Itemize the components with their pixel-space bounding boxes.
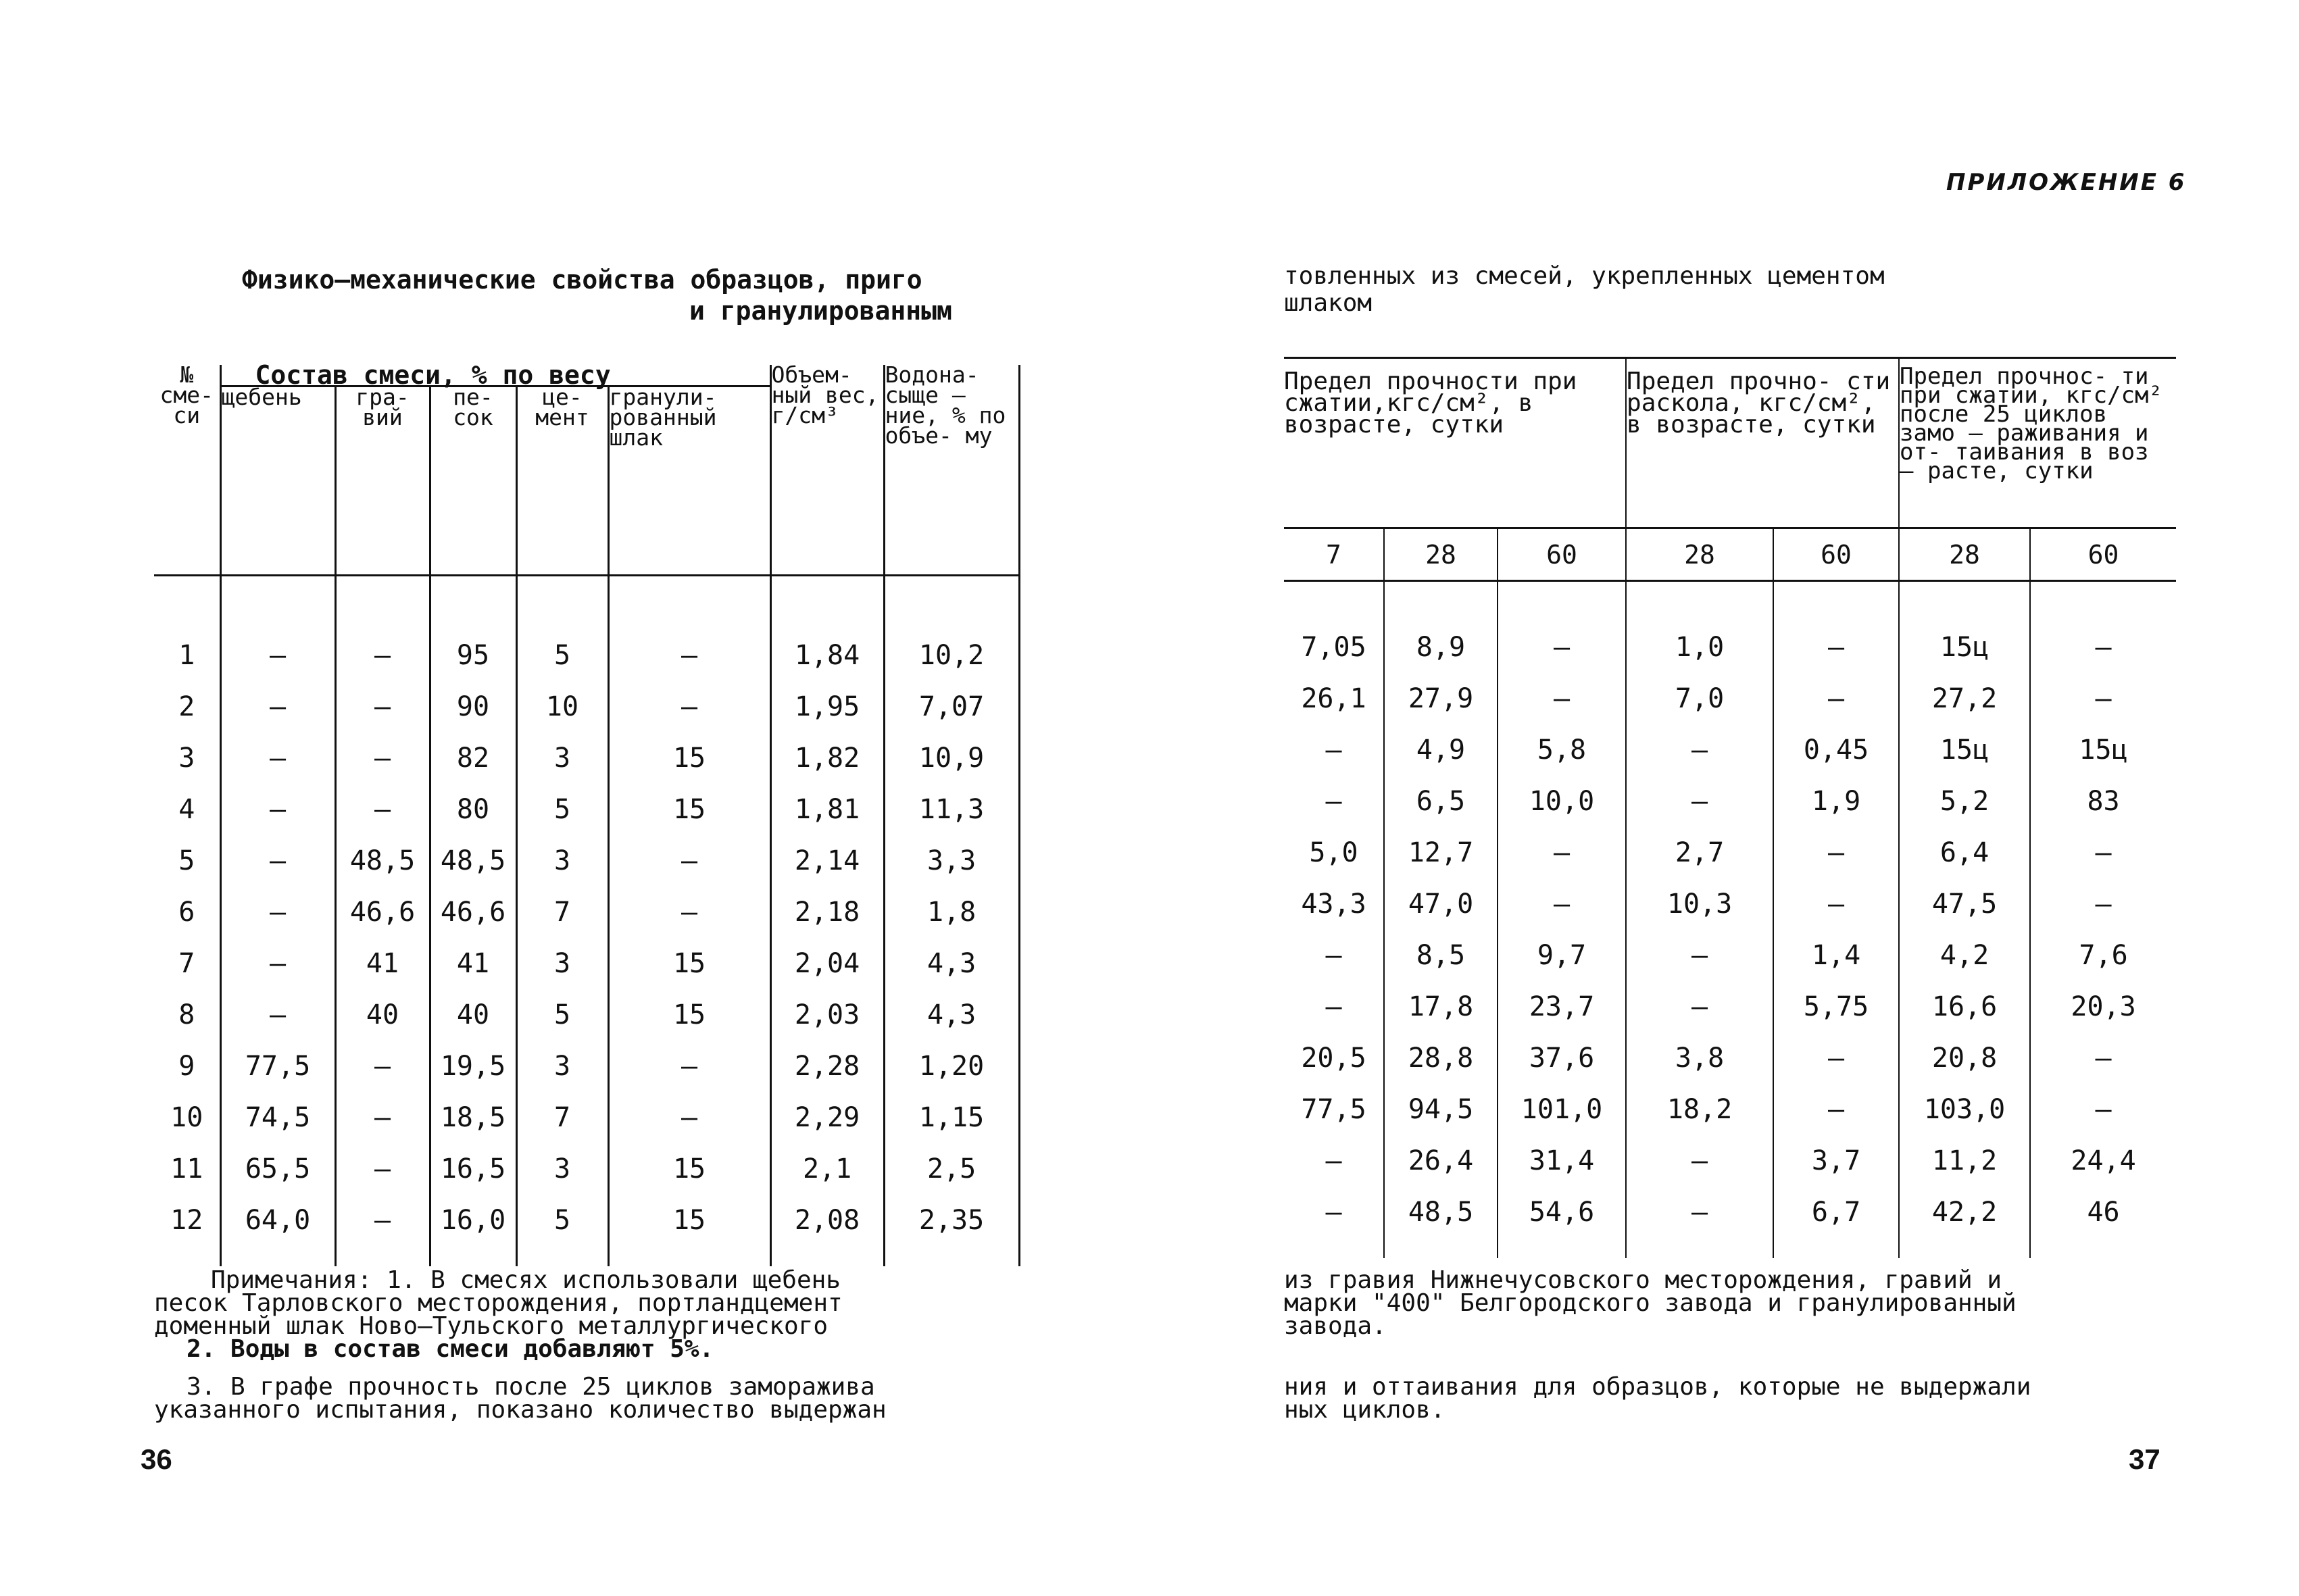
header-compression: Предел прочности при сжатии,кгс/см², в возрасте, сутки xyxy=(1284,358,1626,528)
table-cell: 7 xyxy=(516,1092,608,1143)
table-row xyxy=(154,681,1019,732)
table-cell: 1,81 xyxy=(770,784,884,835)
table-cell: 20,8 xyxy=(1899,1032,2030,1084)
table-cell: 77,5 xyxy=(220,1041,335,1092)
table-cell: – xyxy=(1498,878,1626,930)
table-row xyxy=(1284,776,2176,827)
table-cell: 2,29 xyxy=(770,1092,884,1143)
table-row xyxy=(154,835,1019,887)
table-cell: 20,3 xyxy=(2030,981,2176,1032)
table-cell: 16,5 xyxy=(430,1143,516,1195)
subheader-age: 28 xyxy=(1384,528,1498,581)
table-cell: – xyxy=(2030,827,2176,878)
table-row xyxy=(154,784,1019,835)
table-cell: 5,8 xyxy=(1498,724,1626,776)
table-cell: – xyxy=(608,887,770,938)
table-row xyxy=(1284,622,2176,673)
table-cell: – xyxy=(1325,1196,1342,1228)
table-cell: 2 xyxy=(178,691,195,722)
table-cell: – xyxy=(608,630,770,681)
table-cell: 3,7 xyxy=(1773,1135,1899,1187)
table-cell: – xyxy=(1626,981,1773,1032)
table-cell: 7,05 xyxy=(1301,631,1366,663)
title-right-line1: товленных из смесей, укрепленных цементом xyxy=(1284,262,1885,290)
table-cell: – xyxy=(1626,930,1773,981)
table-cell: – xyxy=(2030,878,2176,930)
table-cell: – xyxy=(608,1092,770,1143)
table-cell: 24,4 xyxy=(2030,1135,2176,1187)
table-cell: – xyxy=(1325,939,1342,971)
table-cell: 1,0 xyxy=(1626,622,1773,673)
header-cement: це- мент xyxy=(516,386,608,576)
note-left-line: указанного испытания, показано количество выдержан xyxy=(154,1396,887,1424)
table-cell: – xyxy=(335,681,430,732)
table-cell: 1,9 xyxy=(1773,776,1899,827)
table-cell: – xyxy=(608,681,770,732)
table-cell: 6,5 xyxy=(1384,776,1498,827)
note-right-line: ния и оттаивания для образцов, которые не выдержали xyxy=(1284,1373,2031,1401)
table-cell: – xyxy=(335,630,430,681)
table-cell: 3,3 xyxy=(884,835,1019,887)
table-cell: 2,14 xyxy=(770,835,884,887)
subheader-age: 7 xyxy=(1284,528,1384,581)
table-cell: 2,5 xyxy=(884,1143,1019,1195)
table-cell: 27,2 xyxy=(1899,673,2030,724)
table-cell: 27,9 xyxy=(1384,673,1498,724)
table-row xyxy=(154,1092,1019,1143)
table-cell: 15ц xyxy=(1899,724,2030,776)
table-cell: 10,2 xyxy=(884,630,1019,681)
table-cell: 2,04 xyxy=(770,938,884,989)
table-cell: 90 xyxy=(430,681,516,732)
table-cell: 18,2 xyxy=(1626,1084,1773,1135)
table-cell: 1,4 xyxy=(1773,930,1899,981)
table-cell: 7,0 xyxy=(1626,673,1773,724)
table-cell: – xyxy=(220,887,335,938)
table-cell: – xyxy=(335,1195,430,1266)
header-slag: гранули- рованный шлак xyxy=(608,386,770,576)
table-row xyxy=(154,887,1019,938)
table-cell: – xyxy=(1325,785,1342,817)
subheader-age: 60 xyxy=(2030,528,2176,581)
table-cell: 7 xyxy=(516,887,608,938)
table-cell: – xyxy=(1325,1145,1342,1176)
table-cell: 20,5 xyxy=(1301,1042,1366,1074)
table-cell: 101,0 xyxy=(1498,1084,1626,1135)
table-cell: 5,75 xyxy=(1773,981,1899,1032)
table-cell: 8,9 xyxy=(1384,622,1498,673)
table-cell: 9 xyxy=(178,1050,195,1082)
table-cell: 82 xyxy=(430,732,516,784)
table-cell: 5 xyxy=(516,1195,608,1266)
table-cell: 1,15 xyxy=(884,1092,1019,1143)
table-cell: – xyxy=(1498,827,1626,878)
table-cell: 7 xyxy=(178,947,195,979)
appendix-label: ПРИЛОЖЕНИЕ 6 xyxy=(1946,169,2187,196)
table-cell: 2,18 xyxy=(770,887,884,938)
notes-right xyxy=(1284,1266,2031,1424)
table-cell: 2,03 xyxy=(770,989,884,1041)
table-cell: 37,6 xyxy=(1498,1032,1626,1084)
table-cell: – xyxy=(1498,673,1626,724)
table-row xyxy=(1284,1084,2176,1135)
table-cell: 46 xyxy=(2030,1187,2176,1258)
table-cell: – xyxy=(335,732,430,784)
table-cell: 1,8 xyxy=(884,887,1019,938)
table-cell: 5 xyxy=(516,630,608,681)
table-cell: 64,0 xyxy=(220,1195,335,1266)
table-cell: 83 xyxy=(2030,776,2176,827)
table-cell: 15 xyxy=(608,1143,770,1195)
table-cell: – xyxy=(1325,991,1342,1022)
table-cell: 41 xyxy=(335,938,430,989)
table-row xyxy=(1284,1032,2176,1084)
page-number-left: 36 xyxy=(141,1443,172,1475)
table-cell: 4 xyxy=(178,793,195,825)
table-cell: – xyxy=(1626,776,1773,827)
subheader-age: 28 xyxy=(1626,528,1773,581)
table-cell: 3 xyxy=(516,732,608,784)
table-cell: 65,5 xyxy=(220,1143,335,1195)
table-cell: 17,8 xyxy=(1384,981,1498,1032)
table-cell: – xyxy=(1773,1032,1899,1084)
table-cell: 0,45 xyxy=(1773,724,1899,776)
table-cell: 3 xyxy=(178,742,195,774)
table-cell: – xyxy=(608,1041,770,1092)
note-right-line: из гравия Нижнечусовского месторождения, гравий и xyxy=(1284,1266,2002,1294)
table-row xyxy=(154,732,1019,784)
table-cell: – xyxy=(2030,673,2176,724)
table-cell: 12 xyxy=(170,1204,203,1236)
table-row xyxy=(1284,1135,2176,1187)
table-cell: 42,2 xyxy=(1899,1187,2030,1258)
table-cell: 3,8 xyxy=(1626,1032,1773,1084)
table-row xyxy=(1284,827,2176,878)
table-cell: 5 xyxy=(516,784,608,835)
table-cell: 9,7 xyxy=(1498,930,1626,981)
table-cell: – xyxy=(1773,827,1899,878)
table-cell: – xyxy=(608,835,770,887)
table-cell: 10,9 xyxy=(884,732,1019,784)
table-cell: – xyxy=(2030,622,2176,673)
table-cell: – xyxy=(220,938,335,989)
table-cell: – xyxy=(220,784,335,835)
table-cell: 41 xyxy=(430,938,516,989)
table-cell: 3 xyxy=(516,835,608,887)
table-cell: 15ц xyxy=(1899,622,2030,673)
table-cell: 74,5 xyxy=(220,1092,335,1143)
subheader-age: 28 xyxy=(1899,528,2030,581)
header-composition: Состав смеси, % по весу xyxy=(220,365,770,386)
table-cell: 95 xyxy=(430,630,516,681)
table-cell: 2,08 xyxy=(770,1195,884,1266)
table-cell: – xyxy=(2030,1032,2176,1084)
table-cell: 28,8 xyxy=(1384,1032,1498,1084)
note-right-line: ных циклов. xyxy=(1284,1396,1445,1424)
header-freeze-thaw: Предел прочнос- ти при сжатии, кгс/см² после 25 циклов замо – раживания и от- таивания в воз – расте, сутки xyxy=(1899,358,2176,528)
table-cell: – xyxy=(335,784,430,835)
table-cell: 10,0 xyxy=(1498,776,1626,827)
table-row xyxy=(1284,878,2176,930)
table-cell: 4,2 xyxy=(1899,930,2030,981)
table-cell: 6 xyxy=(178,896,195,928)
table-cell: 1 xyxy=(178,639,195,671)
table-cell: 2,7 xyxy=(1626,827,1773,878)
header-sand: пе- сок xyxy=(430,386,516,576)
title-right-line2: шлаком xyxy=(1284,289,1373,317)
table-cell: 23,7 xyxy=(1498,981,1626,1032)
table-cell: – xyxy=(1773,673,1899,724)
header-volume-weight: Объем- ный вес, г/см³ xyxy=(770,365,884,576)
table-cell: 11,3 xyxy=(884,784,1019,835)
table-cell: 46,6 xyxy=(430,887,516,938)
table-cell: – xyxy=(335,1092,430,1143)
notes-left xyxy=(154,1266,887,1424)
table-row xyxy=(154,938,1019,989)
table-row xyxy=(154,630,1019,681)
table-row xyxy=(1284,981,2176,1032)
table-cell: – xyxy=(2030,1084,2176,1135)
table-cell: 77,5 xyxy=(1301,1093,1366,1125)
note-left-line: Примечания: 1. В смесях использовали щебень xyxy=(211,1266,841,1294)
table-cell: – xyxy=(1325,734,1342,766)
table-cell: 54,6 xyxy=(1498,1187,1626,1258)
table-cell: 31,4 xyxy=(1498,1135,1626,1187)
table-cell: 94,5 xyxy=(1384,1084,1498,1135)
table-cell: 4,3 xyxy=(884,938,1019,989)
table-cell: 3 xyxy=(516,1143,608,1195)
table-cell: 40 xyxy=(430,989,516,1041)
table-cell: 12,7 xyxy=(1384,827,1498,878)
header-gravel: гра- вий xyxy=(335,386,430,576)
table-cell: 26,4 xyxy=(1384,1135,1498,1187)
table-cell: 19,5 xyxy=(430,1041,516,1092)
table-row xyxy=(154,1041,1019,1092)
table-cell: 4,9 xyxy=(1384,724,1498,776)
table-cell: 15 xyxy=(608,938,770,989)
table-cell: 3 xyxy=(516,1041,608,1092)
table-cell: – xyxy=(1626,1135,1773,1187)
table-cell: 15 xyxy=(608,989,770,1041)
table-cell: 48,5 xyxy=(335,835,430,887)
table-cell: 7,6 xyxy=(2030,930,2176,981)
table-cell: 8,5 xyxy=(1384,930,1498,981)
table-cell: 1,84 xyxy=(770,630,884,681)
right-table xyxy=(1284,357,2176,1258)
table-cell: – xyxy=(220,681,335,732)
table-cell: 43,3 xyxy=(1301,888,1366,920)
table-cell: 11 xyxy=(170,1153,203,1184)
table-cell: – xyxy=(1626,1187,1773,1258)
note-right-line: марки "400" Белгородского завода и гранулированный xyxy=(1284,1289,2017,1317)
table-cell: 40 xyxy=(335,989,430,1041)
table-cell: 15 xyxy=(608,732,770,784)
table-cell: 5,0 xyxy=(1309,837,1358,868)
table-cell: – xyxy=(335,1143,430,1195)
note-left-line: 3. В графе прочность после 25 циклов заморажива xyxy=(187,1373,875,1401)
table-cell: 6,4 xyxy=(1899,827,2030,878)
title-left-line1: Физико–механические свойства образцов, приго xyxy=(242,265,922,295)
table-cell: 7,07 xyxy=(884,681,1019,732)
table-cell: 11,2 xyxy=(1899,1135,2030,1187)
table-row xyxy=(154,1143,1019,1195)
table-cell: 10 xyxy=(170,1101,203,1133)
table-row xyxy=(1284,930,2176,981)
note-left-line: доменный шлак Ново–Тульского металлургического xyxy=(154,1312,828,1340)
header-num: № сме- си xyxy=(159,361,214,428)
table-cell: 2,1 xyxy=(770,1143,884,1195)
table-cell: 16,0 xyxy=(430,1195,516,1266)
table-cell: – xyxy=(220,732,335,784)
note-left-line: 2. Воды в состав смеси добавляют 5%. xyxy=(187,1335,714,1363)
table-cell: – xyxy=(1498,622,1626,673)
table-cell: – xyxy=(1773,1084,1899,1135)
table-cell: 3 xyxy=(516,938,608,989)
table-cell: 2,28 xyxy=(770,1041,884,1092)
table-cell: – xyxy=(1773,622,1899,673)
header-water-absorption: Водона- сыще – ние, % по объе- му xyxy=(884,365,1019,576)
note-right-line: завода. xyxy=(1284,1312,1387,1340)
header-crushed-stone: щебень xyxy=(220,386,335,576)
table-row xyxy=(1284,1187,2176,1258)
table-cell: 16,6 xyxy=(1899,981,2030,1032)
table-cell: 15ц xyxy=(2030,724,2176,776)
table-cell: 6,7 xyxy=(1773,1187,1899,1258)
table-cell: 10 xyxy=(516,681,608,732)
table-cell: 4,3 xyxy=(884,989,1019,1041)
table-cell: 26,1 xyxy=(1301,682,1366,714)
table-cell: 5 xyxy=(178,845,195,876)
table-row xyxy=(154,1195,1019,1266)
left-table xyxy=(154,360,1020,1266)
table-cell: – xyxy=(1773,878,1899,930)
table-row xyxy=(1284,724,2176,776)
table-cell: 80 xyxy=(430,784,516,835)
table-cell: 2,35 xyxy=(884,1195,1019,1266)
table-cell: 15 xyxy=(608,784,770,835)
subheader-age: 60 xyxy=(1498,528,1626,581)
table-cell: – xyxy=(220,835,335,887)
table-cell: 10,3 xyxy=(1626,878,1773,930)
table-cell: 8 xyxy=(178,999,195,1030)
subheader-age: 60 xyxy=(1773,528,1899,581)
table-cell: 48,5 xyxy=(1384,1187,1498,1258)
table-cell: 103,0 xyxy=(1899,1084,2030,1135)
title-left-line2: и гранулированным xyxy=(689,296,952,326)
table-cell: – xyxy=(220,989,335,1041)
table-row xyxy=(1284,673,2176,724)
table-cell: – xyxy=(335,1041,430,1092)
table-cell: 47,0 xyxy=(1384,878,1498,930)
table-cell: 48,5 xyxy=(430,835,516,887)
note-left-line: песок Тарловского месторождения, портландцемент xyxy=(154,1289,843,1317)
page-number-right: 37 xyxy=(2129,1443,2160,1475)
table-cell: 1,95 xyxy=(770,681,884,732)
table-cell: 5 xyxy=(516,989,608,1041)
table-cell: – xyxy=(1626,724,1773,776)
table-cell: 18,5 xyxy=(430,1092,516,1143)
header-splitting: Предел прочно- сти раскола, кгс/см², в возрасте, сутки xyxy=(1626,358,1899,528)
table-cell: 47,5 xyxy=(1899,878,2030,930)
table-cell: 15 xyxy=(608,1195,770,1266)
table-cell: 1,82 xyxy=(770,732,884,784)
table-cell: 5,2 xyxy=(1899,776,2030,827)
table-row xyxy=(154,989,1019,1041)
table-cell: 46,6 xyxy=(335,887,430,938)
table-cell: 1,20 xyxy=(884,1041,1019,1092)
table-cell: – xyxy=(220,630,335,681)
